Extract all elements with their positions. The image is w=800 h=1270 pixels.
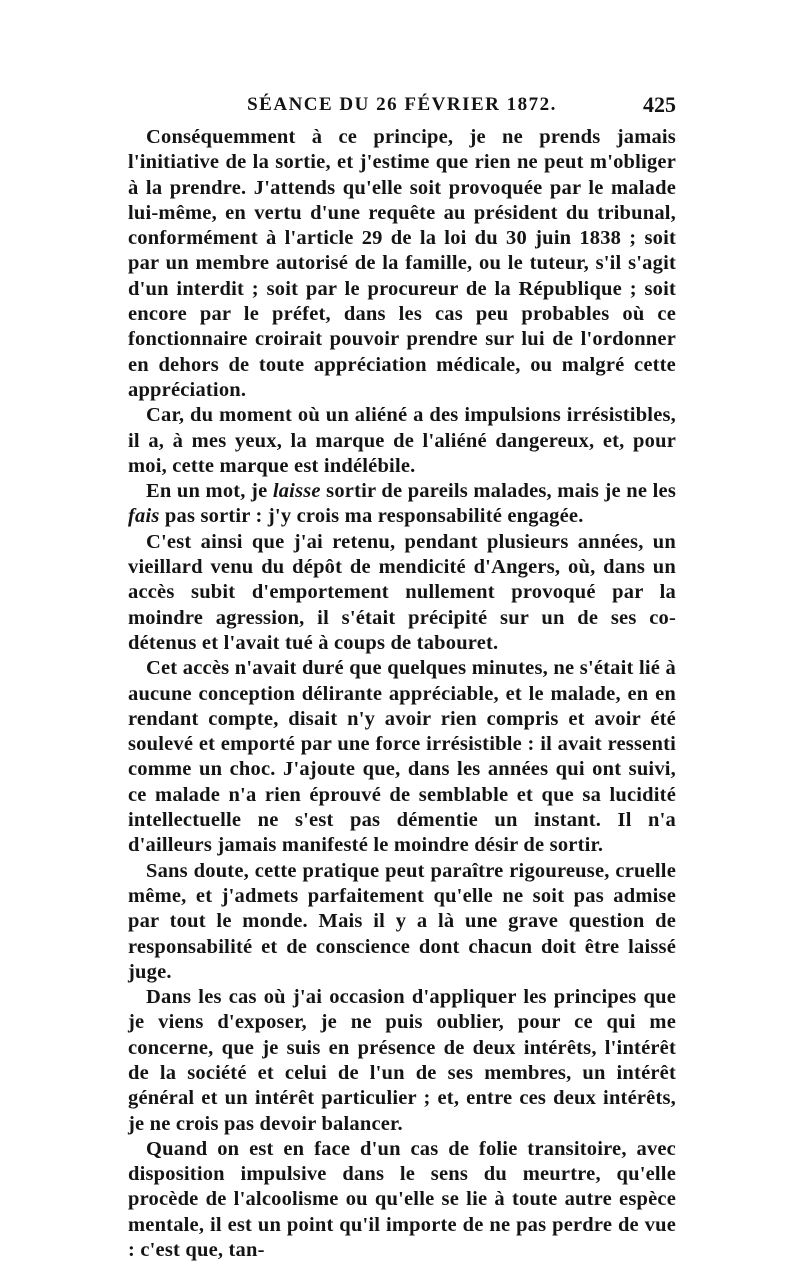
paragraph-5: Cet accès n'avait duré que quelques minutes, ne s'était lié à aucune conception délirante appréciable, et le malade, en en rendant compte, disait n'y avoir rien compris et avoir été soulevé et emporté par une force irrésistible : il avait ressenti comme un choc. J'ajoute que, dans les années qui ont suivi, ce malade n'a rien éprouvé de semblable et que sa lucidité intellectuelle ne s'est pas démentie un instant. Il n'a d'ailleurs jamais manifesté le moindre désir de sortir. [128, 657, 676, 857]
emphasis-fais: fais [128, 505, 160, 528]
paragraph-6: Sans doute, cette pratique peut paraître rigoureuse, cruelle même, et j'admets parfaitement qu'elle ne soit pas admise par tout le monde. Mais il y a là une grave question de responsabilité et de conscience dont chacun doit être laissé juge. [128, 859, 676, 983]
paragraph-2: Car, du moment où un aliéné a des impulsions irrésistibles, il a, à mes yeux, la marque de l'aliéné dangereux, et, pour moi, cette marque est indélébile. [128, 404, 676, 477]
running-head: SÉANCE DU 26 FÉVRIER 1872. [247, 94, 557, 115]
paragraph-3-part-3: pas sortir : j'y crois ma responsabilité engagée. [159, 505, 584, 528]
paragraph-3-part-2: sortir de pareils malades, mais je ne les [320, 480, 676, 503]
paragraph-7: Dans les cas où j'ai occasion d'appliquer les principes que je viens d'exposer, je ne puis oublier, pour ce qui me concerne, que je suis en présence de deux intérêts, l'intérêt de la société et celui de l'un de ses membres, un intérêt général et un intérêt particulier ; et, entre ces deux intérêts, je ne crois pas devoir balancer. [128, 986, 676, 1135]
emphasis-laisse: laisse [272, 480, 321, 503]
body-text [128, 125, 676, 1263]
page-number: 425 [643, 92, 676, 117]
paragraph-8: Quand on est en face d'un cas de folie transitoire, avec disposition impulsive dans le sens du meurtre, qu'elle procède de l'alcoolisme ou qu'elle se lie à toute autre espèce mentale, il est un point qu'il importe de ne pas perdre de vue : c'est que, tan- [128, 1137, 676, 1262]
paragraph-3 [128, 479, 676, 530]
paragraph-4: C'est ainsi que j'ai retenu, pendant plusieurs années, un vieillard venu du dépôt de mendicité d'Angers, où, dans un accès subit d'emportement nullement provoqué par la moindre agression, il s'était précipité sur un de ses co-détenus et l'avait tué à coups de tabouret. [128, 530, 676, 654]
paragraph-3-part-1: En un mot, je [146, 480, 273, 503]
paragraph-1: Conséquemment à ce principe, je ne prends jamais l'initiative de la sortie, et j'estime que rien ne peut m'obliger à la prendre. J'attends qu'elle soit provoquée par le malade lui-même, en vertu d'une requête au président du tribunal, conformément à l'article 29 de la loi du 30 juin 1838 ; soit par un membre autorisé de la famille, ou le tuteur, s'il s'agit d'un interdit ; soit par le procureur de la République ; soit encore par le préfet, dans les cas peu probables où ce fonctionnaire croirait pouvoir prendre sur lui de l'ordonner en dehors de toute appréciation médicale, ou malgré cette appréciation. [128, 126, 676, 401]
page-header [128, 90, 676, 120]
